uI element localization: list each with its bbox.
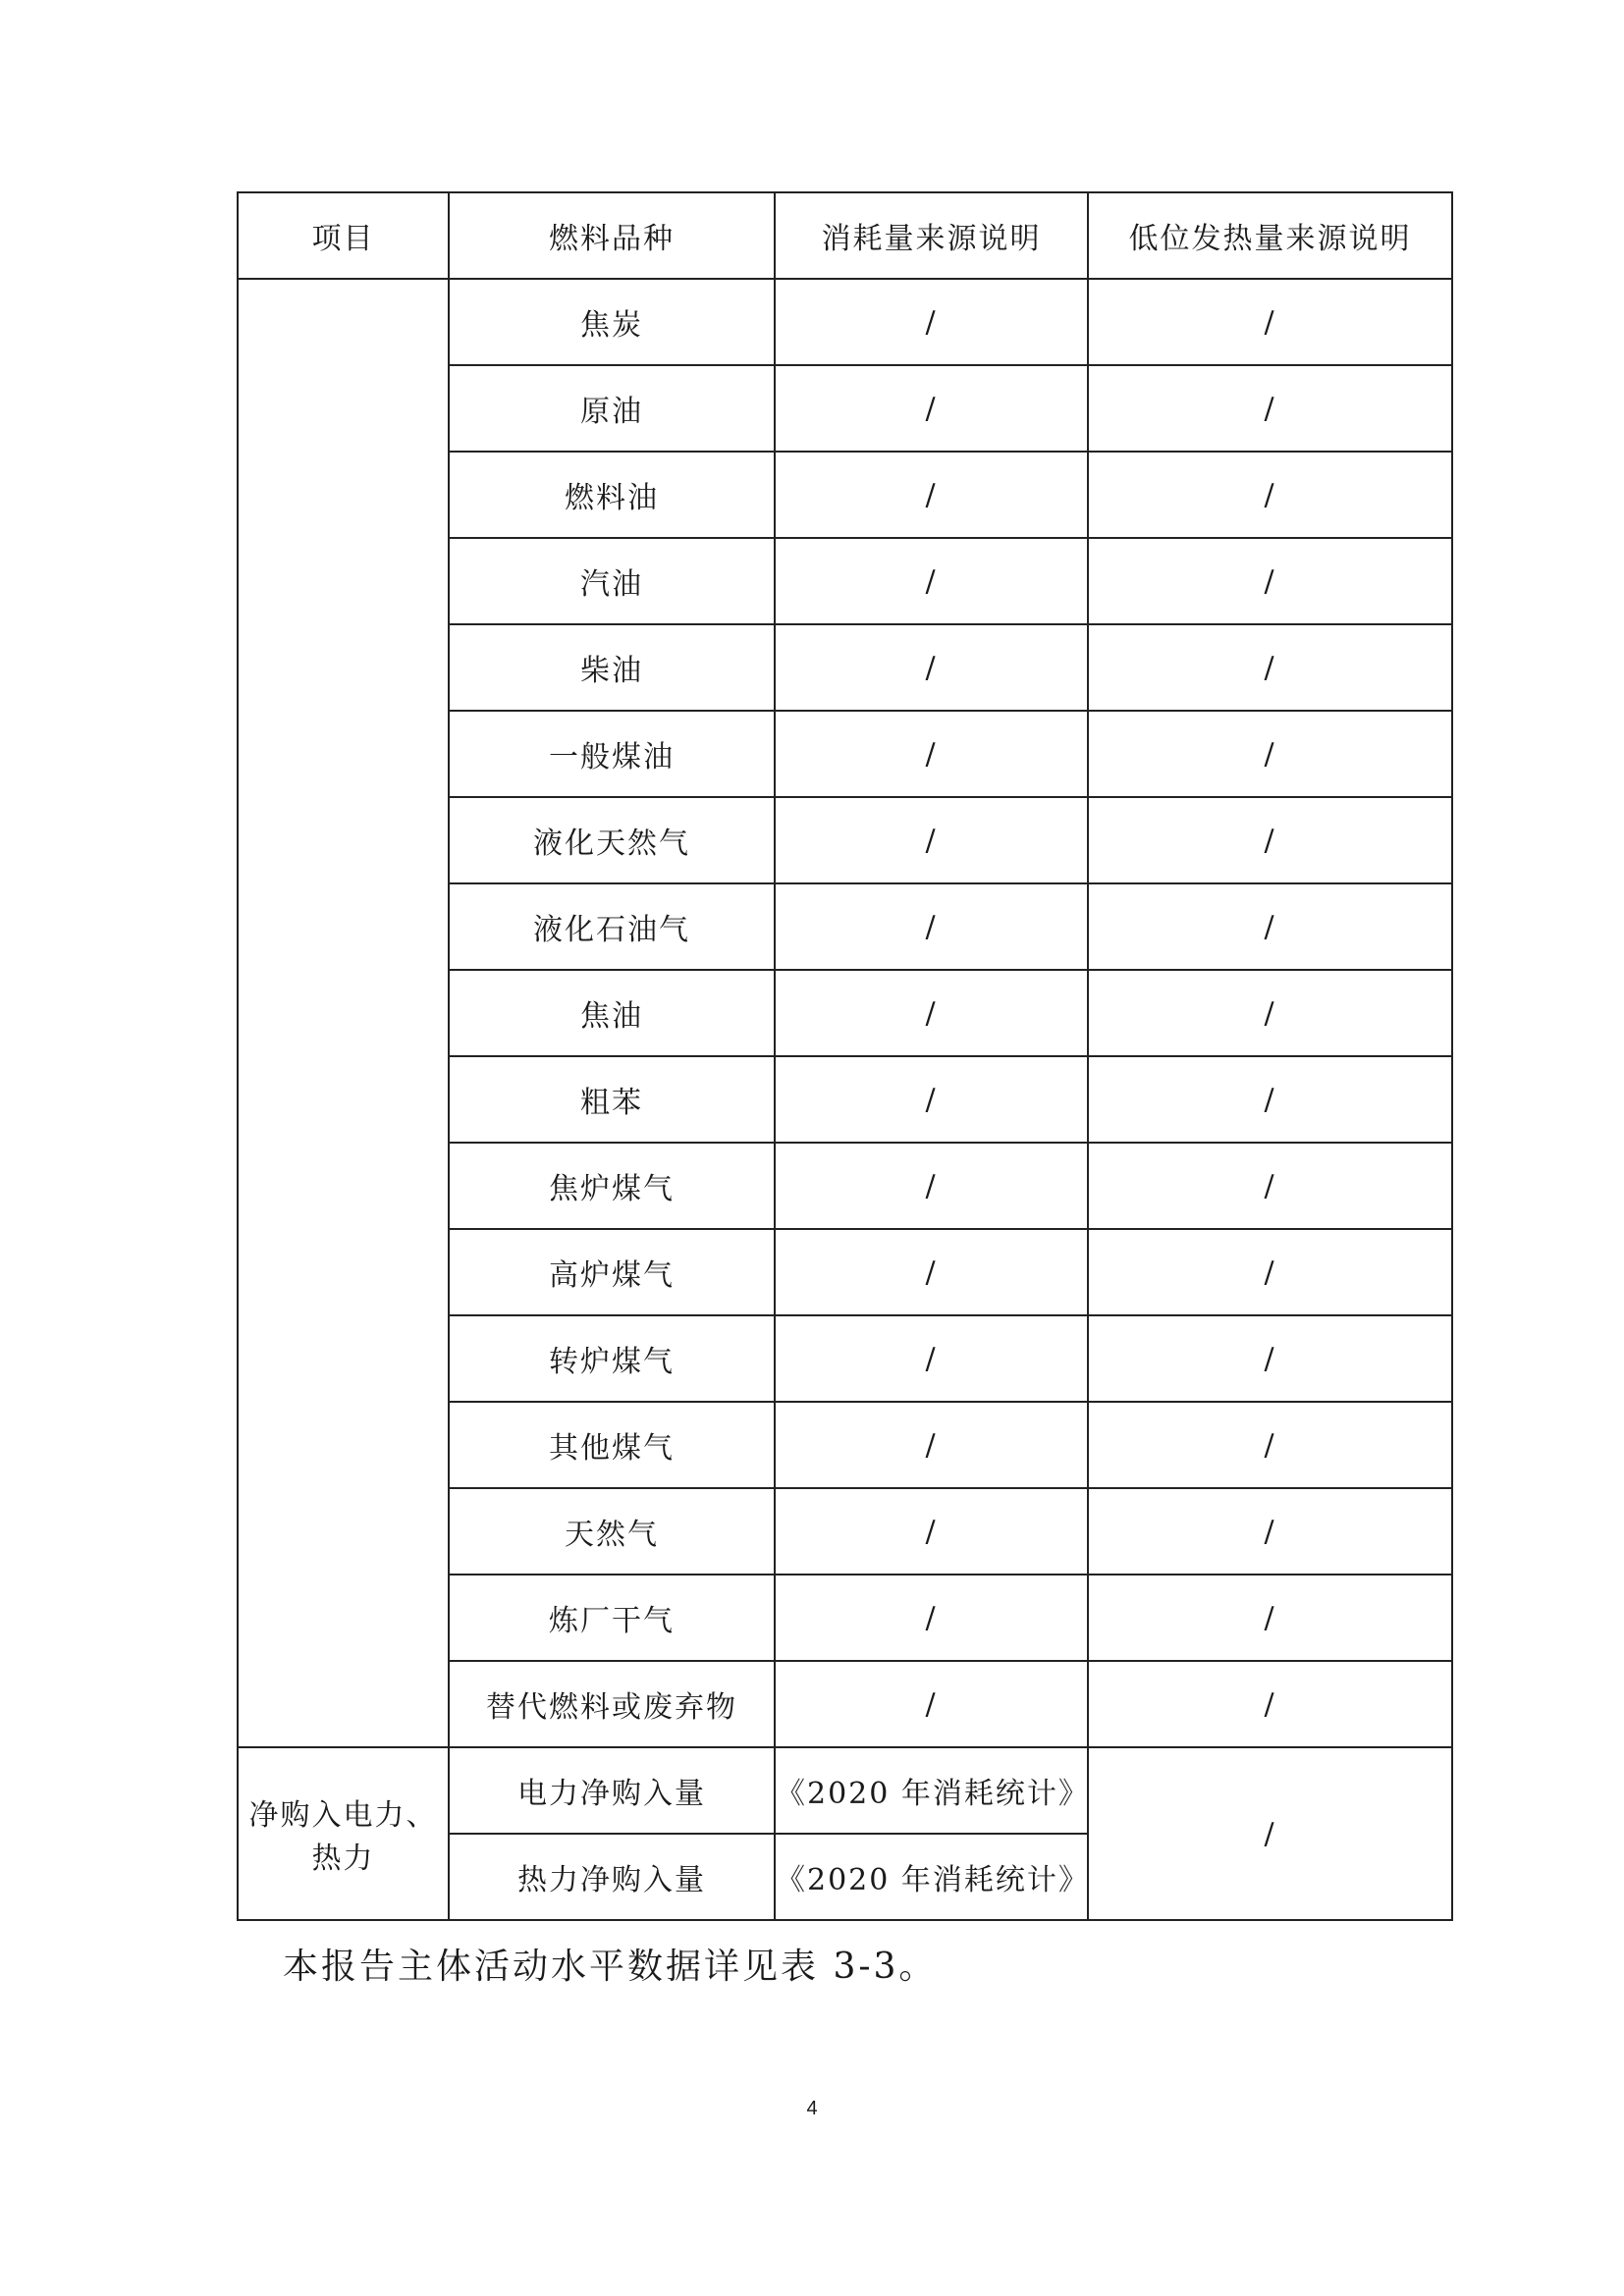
consumption-source-cell: / xyxy=(775,1056,1088,1143)
header-consumption-source: 消耗量来源说明 xyxy=(775,192,1088,279)
fuel-type-cell: 粗苯 xyxy=(449,1056,775,1143)
fuel-type-cell: 柴油 xyxy=(449,624,775,711)
purchase-group-label-line2: 热力 xyxy=(311,1842,375,1876)
header-ncv-source: 低位发热量来源说明 xyxy=(1088,192,1452,279)
consumption-source-cell: / xyxy=(775,1315,1088,1402)
consumption-source-cell: / xyxy=(775,624,1088,711)
fuel-type-cell: 一般煤油 xyxy=(449,711,775,797)
consumption-source-cell: / xyxy=(775,365,1088,452)
fuel-type-cell: 液化石油气 xyxy=(449,883,775,970)
consumption-source-cell: / xyxy=(775,970,1088,1056)
fuel-type-cell: 液化天然气 xyxy=(449,797,775,883)
page-number: 4 xyxy=(806,2098,818,2119)
ncv-source-cell: / xyxy=(1088,1575,1452,1661)
ncv-source-cell: / xyxy=(1088,1143,1452,1229)
table-row xyxy=(238,279,1452,365)
ncv-source-cell: / xyxy=(1088,1402,1452,1488)
ncv-source-cell: / xyxy=(1088,1056,1452,1143)
ncv-source-cell: / xyxy=(1088,1488,1452,1575)
table-body xyxy=(238,279,1452,1920)
ncv-source-cell: / xyxy=(1088,452,1452,538)
note-text: 本报告主体活动水平数据详见表 3-3。 xyxy=(283,1947,938,1987)
header-item: 项目 xyxy=(238,192,449,279)
ncv-source-cell: / xyxy=(1088,279,1452,365)
ncv-source-cell: / xyxy=(1088,365,1452,452)
consumption-source-cell: / xyxy=(775,883,1088,970)
purchase-item: 电力净购入量 xyxy=(449,1747,775,1834)
consumption-source-cell: / xyxy=(775,1661,1088,1747)
ncv-source-cell: / xyxy=(1088,970,1452,1056)
ncv-source-cell: / xyxy=(1088,538,1452,624)
consumption-source-cell: / xyxy=(775,279,1088,365)
consumption-source-cell: / xyxy=(775,1229,1088,1315)
ncv-source-cell: / xyxy=(1088,1661,1452,1747)
fuel-type-cell: 替代燃料或废弃物 xyxy=(449,1661,775,1747)
consumption-source-cell: / xyxy=(775,797,1088,883)
fuel-type-cell: 其他煤气 xyxy=(449,1402,775,1488)
header-fuel-type: 燃料品种 xyxy=(449,192,775,279)
purchase-consumption-source: 《2020 年消耗统计》 xyxy=(775,1834,1088,1920)
ncv-source-cell: / xyxy=(1088,797,1452,883)
consumption-source-cell: / xyxy=(775,1575,1088,1661)
consumption-source-cell: / xyxy=(775,452,1088,538)
ncv-source-cell: / xyxy=(1088,1315,1452,1402)
fuel-type-cell: 汽油 xyxy=(449,538,775,624)
fuel-type-cell: 天然气 xyxy=(449,1488,775,1575)
fuel-type-cell: 焦炉煤气 xyxy=(449,1143,775,1229)
fuel-type-cell: 焦油 xyxy=(449,970,775,1056)
consumption-source-cell: / xyxy=(775,1143,1088,1229)
ncv-source-cell: / xyxy=(1088,1229,1452,1315)
fuel-source-table xyxy=(237,191,1453,1921)
purchase-item: 热力净购入量 xyxy=(449,1834,775,1920)
fuel-type-cell: 焦炭 xyxy=(449,279,775,365)
purchase-ncv-source: / xyxy=(1088,1747,1452,1920)
purchase-consumption-source: 《2020 年消耗统计》 xyxy=(775,1747,1088,1834)
consumption-source-cell: / xyxy=(775,1402,1088,1488)
purchase-group-label xyxy=(238,1747,449,1920)
ncv-source-cell: / xyxy=(1088,624,1452,711)
ncv-source-cell: / xyxy=(1088,711,1452,797)
table-header-row xyxy=(238,192,1452,279)
table-row xyxy=(238,1747,1452,1834)
consumption-source-cell: / xyxy=(775,538,1088,624)
purchase-group-label-line1: 净购入电力、 xyxy=(248,1798,438,1833)
fuel-type-cell: 燃料油 xyxy=(449,452,775,538)
ncv-source-cell: / xyxy=(1088,883,1452,970)
fuel-type-cell: 高炉煤气 xyxy=(449,1229,775,1315)
item-category-cell xyxy=(238,279,449,1747)
consumption-source-cell: / xyxy=(775,711,1088,797)
fuel-type-cell: 原油 xyxy=(449,365,775,452)
fuel-type-cell: 转炉煤气 xyxy=(449,1315,775,1402)
consumption-source-cell: / xyxy=(775,1488,1088,1575)
fuel-type-cell: 炼厂干气 xyxy=(449,1575,775,1661)
